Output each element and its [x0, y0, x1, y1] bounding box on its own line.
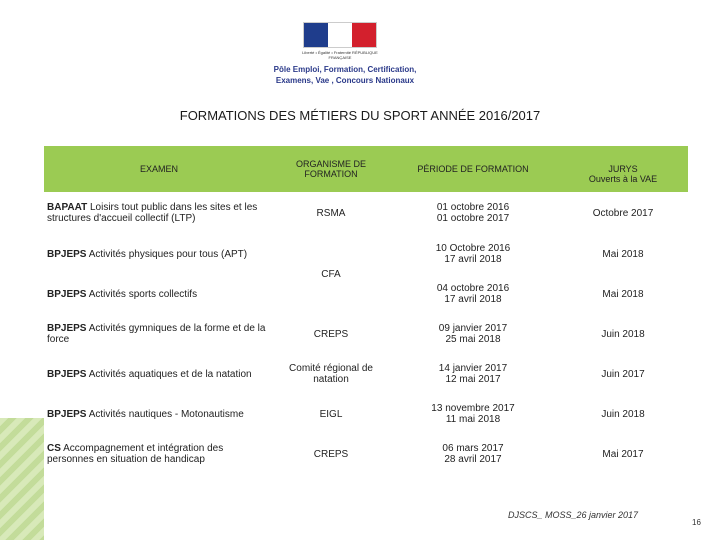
periode-end: 11 mai 2018: [445, 414, 501, 425]
periode-end: 28 avril 2017: [444, 454, 502, 465]
periode-start: 09 janvier 2017: [438, 323, 508, 334]
exam-code: CS: [47, 443, 61, 454]
cell-jury: Octobre 2017: [558, 192, 688, 234]
header-organisme: ORGANISME DE FORMATION: [274, 146, 388, 192]
exam-code: BPJEPS: [47, 248, 87, 260]
header-jurys-sub: Ouverts à la VAE: [588, 174, 658, 184]
cell-jury: Mai 2018: [558, 274, 688, 314]
exam-code: BAPAAT: [47, 202, 88, 213]
exam-code: BPJEPS: [47, 288, 87, 300]
periode-start: 01 octobre 2016: [436, 202, 510, 213]
periode-start: 13 novembre 2017: [431, 403, 515, 414]
table-row: [44, 394, 688, 434]
exam-code: BPJEPS: [47, 323, 87, 334]
periode-start: 14 janvier 2017: [438, 363, 508, 374]
pole-line-1: Pôle Emploi, Formation, Certification,: [273, 65, 417, 74]
header-examen: EXAMEN: [44, 146, 274, 192]
table-row: [44, 354, 688, 394]
exam-code: BPJEPS: [47, 408, 87, 420]
table-row: [44, 192, 688, 234]
periode-end: 25 mai 2018: [445, 334, 501, 345]
cell-jury: Juin 2018: [558, 394, 688, 434]
page-title: FORMATIONS DES MÉTIERS DU SPORT ANNÉE 2016/2017: [179, 108, 541, 123]
cell-organisme: CREPS: [274, 434, 388, 474]
table-row: [44, 314, 688, 354]
periode-end: 17 avril 2018: [444, 254, 502, 265]
cell-periode: [388, 394, 558, 434]
republique-francaise-logo: [300, 22, 380, 60]
exam-label: Activités sports collectifs: [88, 288, 198, 300]
cell-organisme: CFA: [274, 234, 388, 314]
header-jurys-label: JURYS: [608, 164, 638, 174]
cell-organisme: CREPS: [274, 314, 388, 354]
pole-line-2: Examens, Vae , Concours Nationaux: [275, 76, 415, 85]
cell-organisme: Comité régional de natation: [274, 354, 388, 394]
cell-periode: [388, 354, 558, 394]
periode-end: 12 mai 2017: [445, 374, 501, 385]
header-periode: PÉRIODE DE FORMATION: [388, 146, 558, 192]
exam-label: Activités physiques pour tous (APT): [88, 248, 248, 260]
table-header-row: [44, 146, 688, 192]
cell-periode: [388, 314, 558, 354]
exam-code: BPJEPS: [47, 368, 87, 380]
pole-heading: [260, 64, 430, 86]
cell-examen: [44, 234, 274, 274]
cell-jury: Juin 2017: [558, 354, 688, 394]
decorative-green-pattern: [0, 418, 44, 540]
periode-start: 04 octobre 2016: [436, 283, 510, 294]
cell-examen: [44, 314, 274, 354]
cell-examen: [44, 354, 274, 394]
table-row: [44, 234, 688, 274]
cell-organisme: RSMA: [274, 192, 388, 234]
cell-examen: [44, 192, 274, 234]
cell-organisme: EIGL: [274, 394, 388, 434]
periode-start: 06 mars 2017: [442, 443, 504, 454]
formations-table: [44, 146, 688, 474]
periode-end: 17 avril 2018: [444, 294, 502, 305]
logo-caption: Liberté • Égalité • Fraternité RÉPUBLIQUE FRANÇAISE: [302, 50, 378, 60]
periode-end: 01 octobre 2017: [436, 213, 510, 224]
cell-jury: Juin 2018: [558, 314, 688, 354]
cell-examen: [44, 394, 274, 434]
periode-start: 10 Octobre 2016: [435, 243, 511, 254]
cell-jury: Mai 2017: [558, 434, 688, 474]
page-number: 16: [692, 518, 701, 527]
footer-reference: DJSCS_ MOSS_26 janvier 2017: [508, 510, 639, 520]
cell-periode: [388, 274, 558, 314]
exam-label: Activités gymniques de la forme et de la force: [47, 323, 266, 345]
cell-periode: [388, 192, 558, 234]
french-flag-icon: [303, 22, 377, 48]
exam-label: Activités nautiques - Motonautisme: [88, 408, 244, 420]
cell-examen: [44, 274, 274, 314]
header-jurys: [558, 146, 688, 192]
exam-label: Loisirs tout public dans les sites et les structures d'accueil collectif (LTP): [47, 202, 258, 224]
exam-label: Accompagnement et intégration des personnes en situation de handicap: [47, 443, 224, 465]
cell-periode: [388, 234, 558, 274]
exam-label: Activités aquatiques et de la natation: [88, 368, 252, 380]
cell-jury: Mai 2018: [558, 234, 688, 274]
cell-periode: [388, 434, 558, 474]
table-row: [44, 434, 688, 474]
cell-examen: [44, 434, 274, 474]
